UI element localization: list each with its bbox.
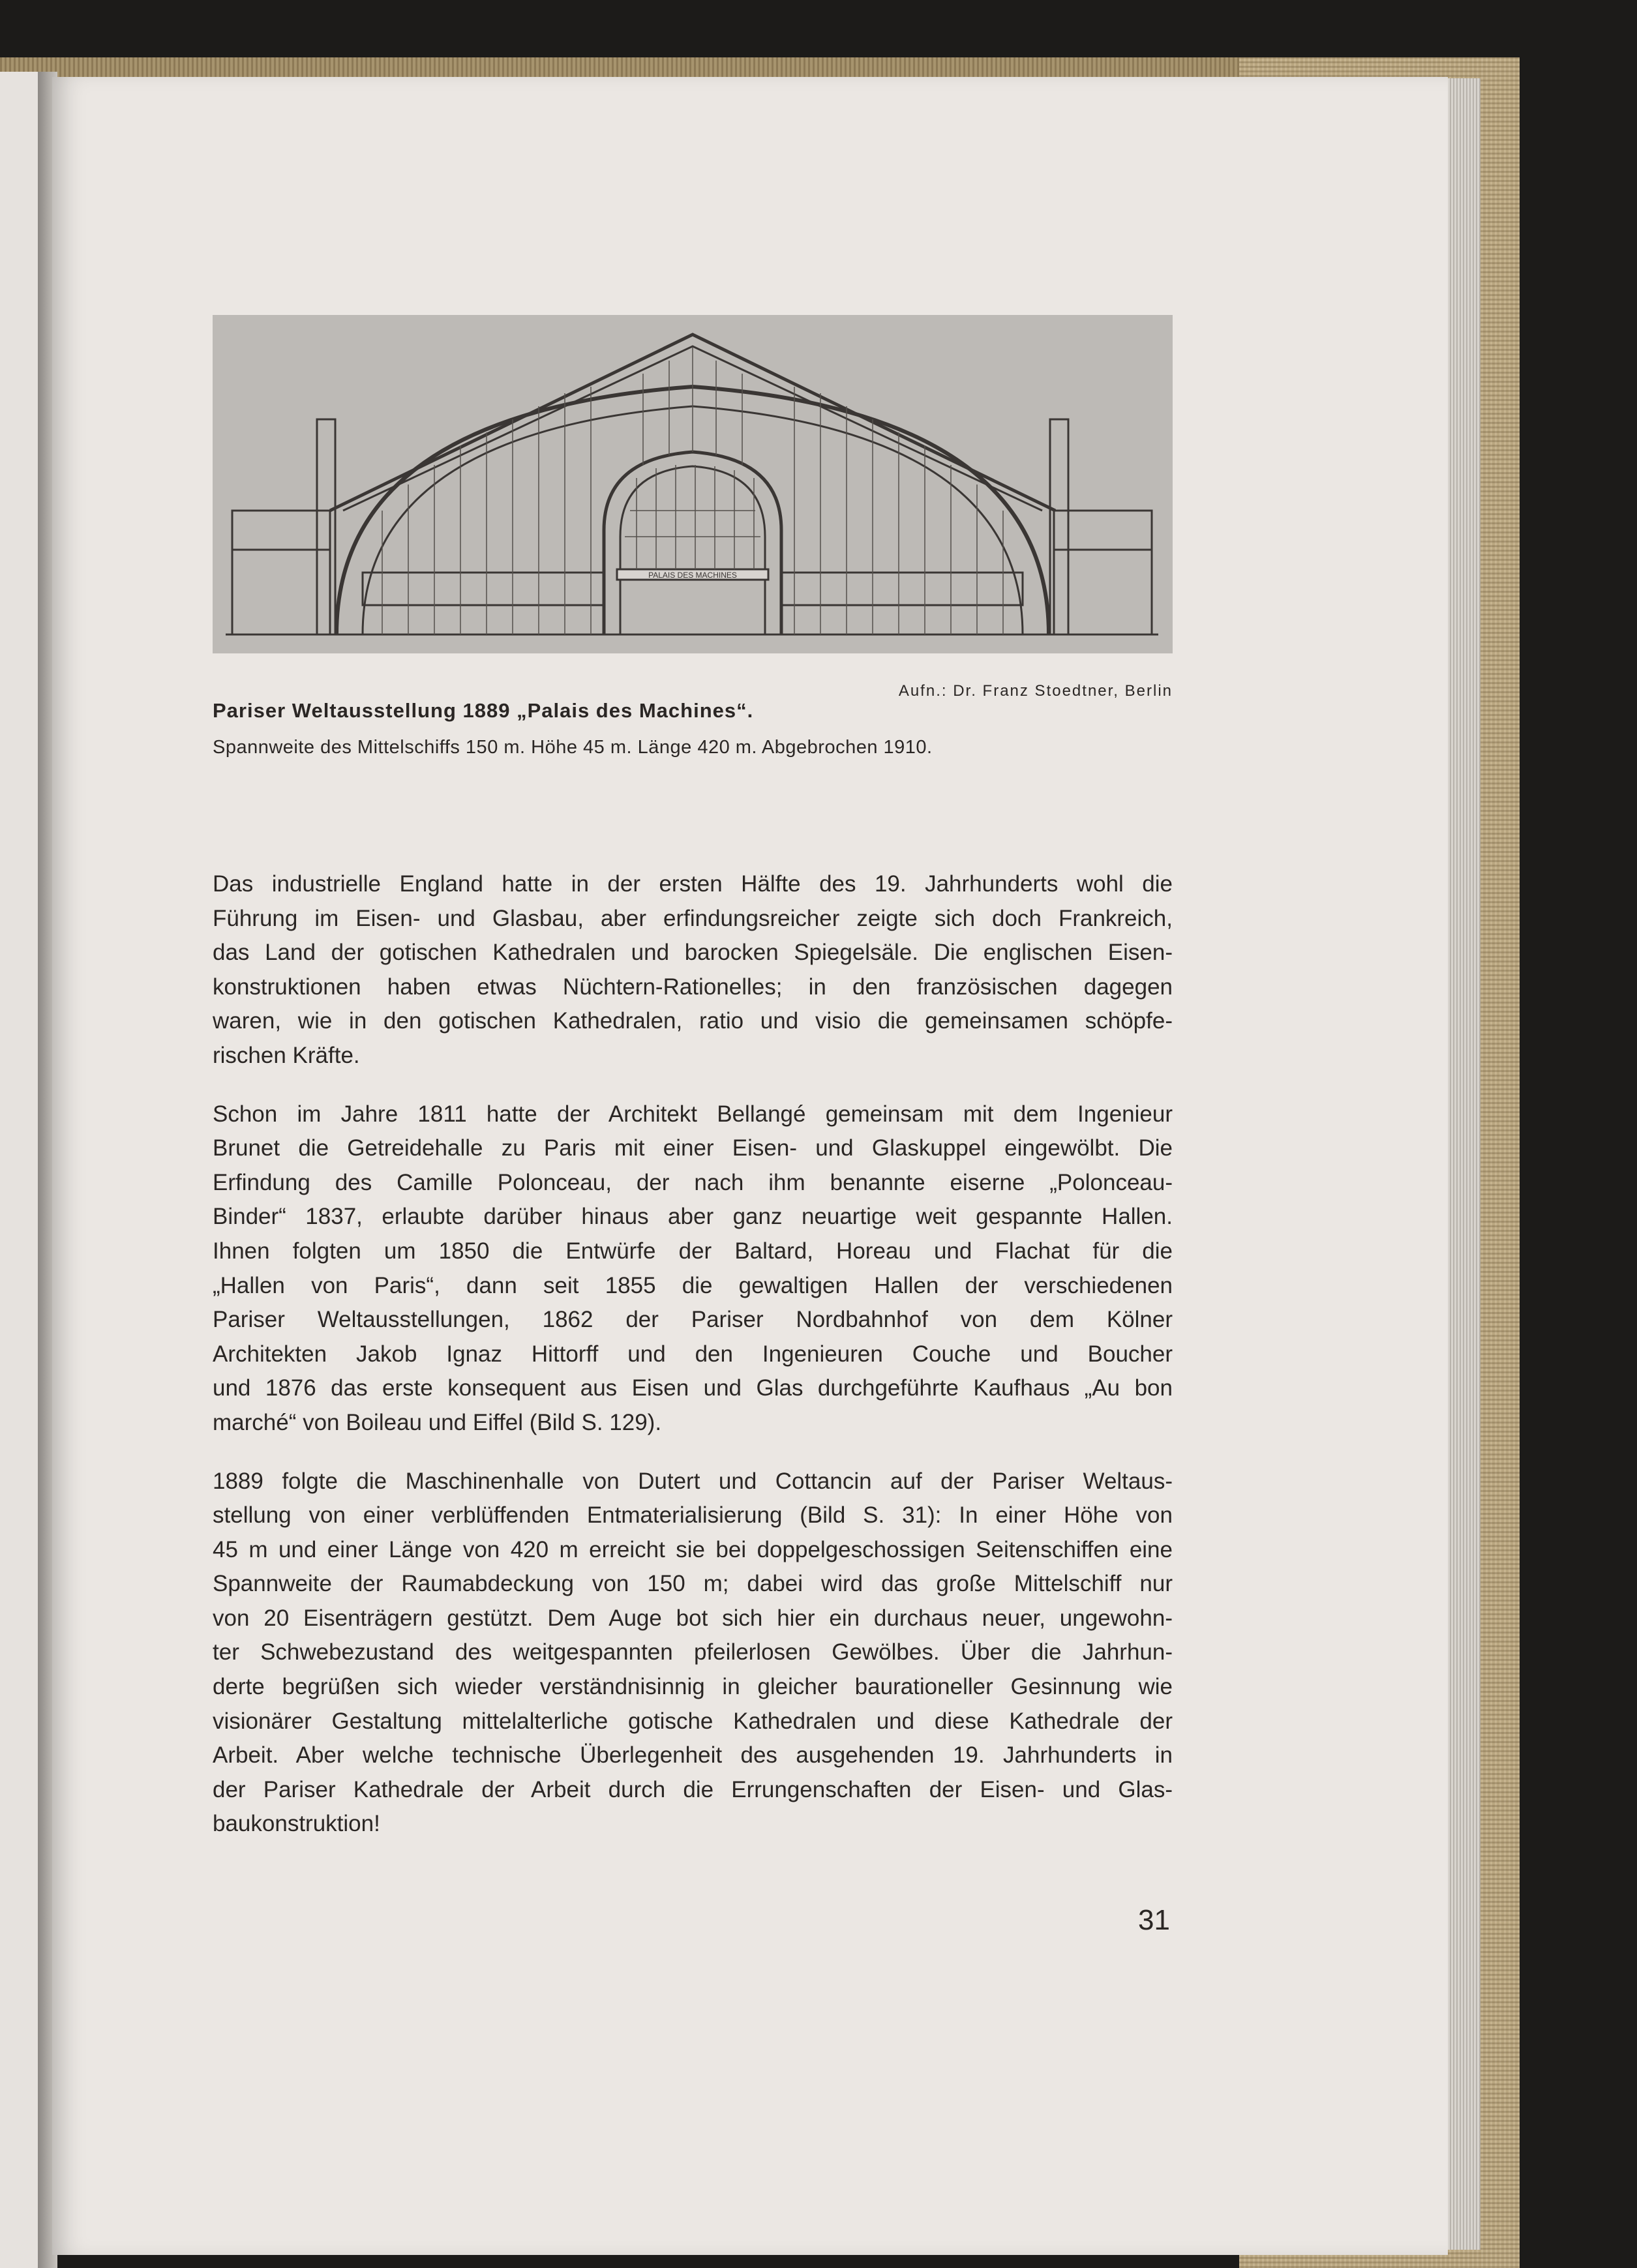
text-line: derte begrüßen sich wieder verständnisinnig in gleicher baurationeller Gesinnung wie: [213, 1674, 1173, 1700]
paragraph: [213, 1097, 1173, 1440]
text-line: 45 m und einer Länge von 420 m erreicht sie bei doppelgeschossigen Seitenschiffen eine: [213, 1536, 1173, 1562]
page-number: 31: [1138, 1904, 1170, 1936]
text-line: Architekten Jakob Ignaz Hittorff und den Ingenieuren Couche und Boucher: [213, 1341, 1173, 1367]
text-line: Binder“ 1837, erlaubte darüber hinaus aber ganz neuartige weit gespannte Hallen.: [213, 1204, 1173, 1230]
text-line: das Land der gotischen Kathedralen und barocken Spiegelsäle. Die englischen Eisen-: [213, 940, 1173, 966]
text-line: Brunet die Getreidehalle zu Paris mit einer Eisen- und Glaskuppel eingewölbt. Die: [213, 1135, 1173, 1161]
text-line: Schon im Jahre 1811 hatte der Architekt Bellangé gemeinsam mit dem Ingenieur: [213, 1101, 1173, 1127]
text-line: Spannweite der Raumabdeckung von 150 m; dabei wird das große Mittelschiff nur: [213, 1571, 1173, 1597]
paragraph: [213, 867, 1173, 1073]
hall-drawing: [213, 315, 1173, 653]
left-page-edge: [0, 72, 38, 2268]
palais-des-machines-illustration: [213, 315, 1173, 653]
text-line: baukonstruktion!: [213, 1811, 380, 1837]
text-line: Arbeit. Aber welche technische Überlegenheit des ausgehenden 19. Jahrhunderts in: [213, 1742, 1173, 1768]
body-text: [213, 867, 1173, 1866]
figure-caption-subtitle: Spannweite des Mittelschiffs 150 m. Höhe 45 m. Länge 420 m. Abgebrochen 1910.: [213, 737, 933, 758]
text-line: konstruktionen haben etwas Nüchtern-Rationelles; in den französischen dagegen: [213, 974, 1173, 1000]
text-line: Führung im Eisen- und Glasbau, aber erfindungsreicher zeigte sich doch Frankreich,: [213, 905, 1173, 931]
text-line: Das industrielle England hatte in der ersten Hälfte des 19. Jahrhunderts wohl die: [213, 871, 1173, 897]
text-line: Pariser Weltausstellungen, 1862 der Pariser Nordbahnhof von dem Kölner: [213, 1307, 1173, 1333]
text-line: rischen Kräfte.: [213, 1042, 360, 1068]
paragraph: [213, 1465, 1173, 1842]
text-line: visionärer Gestaltung mittelalterliche gotische Kathedralen und diese Kathedrale der: [213, 1708, 1173, 1734]
text-line: Ihnen folgten um 1850 die Entwürfe der Baltard, Horeau und Flachat für die: [213, 1238, 1173, 1264]
text-line: waren, wie in den gotischen Kathedralen, ratio und visio die gemeinsamen schöpfe-: [213, 1008, 1173, 1034]
text-line: Erfindung des Camille Polonceau, der nach ihm benannte eiserne „Polonceau-: [213, 1169, 1173, 1195]
text-line: von 20 Eisenträgern gestützt. Dem Auge bot sich hier ein durchaus neuer, ungewohn-: [213, 1605, 1173, 1631]
text-line: und 1876 das erste konsequent aus Eisen und Glas durchgeführte Kaufhaus „Au bon: [213, 1375, 1173, 1401]
figure-caption-title: Pariser Weltausstellung 1889 „Palais des Machines“.: [213, 699, 754, 722]
photo-credit: Aufn.: Dr. Franz Stoedtner, Berlin: [898, 682, 1173, 700]
text-line: „Hallen von Paris“, dann seit 1855 die gewaltigen Hallen der verschiedenen: [213, 1272, 1173, 1298]
text-line: ter Schwebezustand des weitgespannten pfeilerlosen Gewölbes. Über die Jahrhun-: [213, 1639, 1173, 1665]
hall-inscription: PALAIS DES MACHINES: [648, 571, 737, 580]
text-line: marché“ von Boileau und Eiffel (Bild S. 129).: [213, 1409, 662, 1435]
text-line: der Pariser Kathedrale der Arbeit durch die Errungenschaften der Eisen- und Glas-: [213, 1776, 1173, 1802]
text-line: 1889 folgte die Maschinenhalle von Dutert und Cottancin auf der Pariser Weltaus-: [213, 1468, 1173, 1494]
text-line: stellung von einer verblüffenden Entmaterialisierung (Bild S. 31): In einer Höhe von: [213, 1502, 1173, 1529]
